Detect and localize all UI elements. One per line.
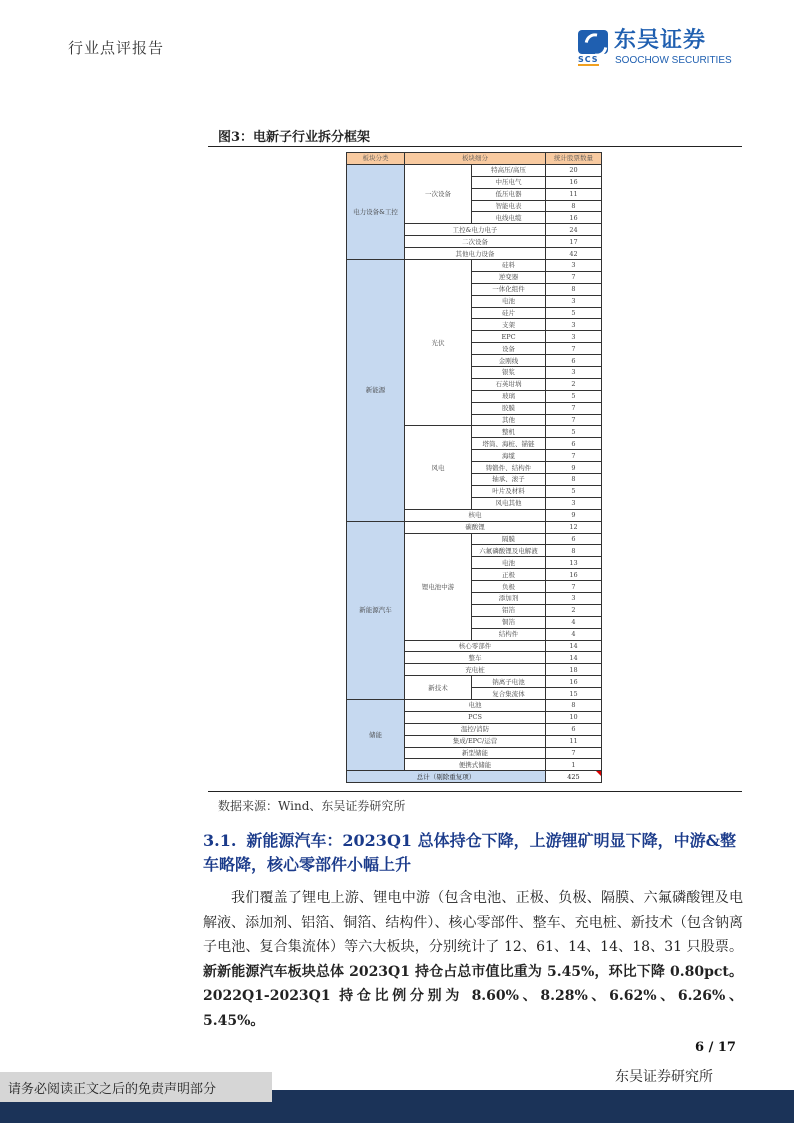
row-count: 8	[546, 699, 602, 711]
row-count: 10	[546, 711, 602, 723]
row-count: 11	[546, 188, 602, 200]
row-count: 7	[546, 581, 602, 593]
footer-org: 东吴证券研究所	[615, 1069, 713, 1085]
company-logo	[578, 28, 738, 68]
row-count: 7	[546, 414, 602, 426]
table-row	[347, 521, 602, 533]
row-label: 风电其他	[472, 497, 546, 509]
row-label: 轴承、滚子	[472, 474, 546, 486]
disclaimer-note: 请务必阅读正文之后的免责声明部分	[0, 1072, 272, 1102]
figure-title: 图3：电新子行业拆分框架	[218, 130, 371, 145]
row-count: 6	[546, 438, 602, 450]
row-label: 铝箔	[472, 604, 546, 616]
category-cell: 储能	[347, 699, 405, 770]
row-label: 特高压/高压	[472, 164, 546, 176]
logo-en: SOOCHOW SECURITIES	[615, 55, 732, 66]
row-label: 其他电力设备	[405, 248, 546, 260]
row-label: 添加剂	[472, 592, 546, 604]
row-count: 3	[546, 592, 602, 604]
row-label: 铸锻件、结构件	[472, 462, 546, 474]
row-count: 11	[546, 735, 602, 747]
row-count: 8	[546, 474, 602, 486]
row-label: 电池	[472, 295, 546, 307]
row-count: 5	[546, 307, 602, 319]
row-label: 支架	[472, 319, 546, 331]
row-label: 硅料	[472, 260, 546, 272]
table-row	[347, 164, 602, 176]
logo-mark-icon	[578, 30, 608, 54]
row-count: 5	[546, 426, 602, 438]
row-label: 核心零部件	[405, 640, 546, 652]
paragraph-text: 我们覆盖了锂电上游、锂电中游（包含电池、正极、负极、隔膜、六氟磷酸锂及电解液、添加剂、铝箔、铜箔、结构件）、核心零部件、整车、充电桩、新技术（包含钠离子电池、复合集流体）等六大板块，分别统计了 12、61、14、14、18、31 只股票。	[203, 890, 743, 955]
row-count: 6	[546, 533, 602, 545]
row-count: 2	[546, 604, 602, 616]
section-number: 3.1.	[203, 831, 237, 850]
row-label: 硅片	[472, 307, 546, 319]
row-label: 胶膜	[472, 402, 546, 414]
section-paragraph	[203, 886, 743, 1033]
row-label: 隔膜	[472, 533, 546, 545]
row-count: 24	[546, 224, 602, 236]
row-label: 银浆	[472, 367, 546, 379]
logo-cn: 东吴证券	[614, 28, 707, 53]
row-label: 智能电表	[472, 200, 546, 212]
row-count: 2	[546, 378, 602, 390]
row-count: 7	[546, 450, 602, 462]
group-cell: 风电	[405, 426, 472, 509]
row-count: 42	[546, 248, 602, 260]
row-count: 7	[546, 747, 602, 759]
row-count: 3	[546, 367, 602, 379]
header-subcategory: 板块细分	[405, 153, 546, 165]
category-cell: 新能源	[347, 260, 405, 522]
group-cell: 锂电池中游	[405, 533, 472, 640]
row-label: PCS	[405, 711, 546, 723]
industry-framework-table	[346, 152, 602, 783]
row-count: 15	[546, 688, 602, 700]
row-count: 13	[546, 557, 602, 569]
category-cell: 新能源汽车	[347, 521, 405, 699]
row-label: 碳酸锂	[405, 521, 546, 533]
row-label: 石英坩埚	[472, 378, 546, 390]
row-label: 正极	[472, 569, 546, 581]
row-label: 集成/EPC/运营	[405, 735, 546, 747]
page-number: 6 / 17	[695, 1040, 736, 1055]
row-count: 9	[546, 509, 602, 521]
figure-source: 数据来源：Wind、东吴证券研究所	[218, 799, 406, 813]
group-cell: 一次设备	[405, 164, 472, 223]
row-label: 新型储能	[405, 747, 546, 759]
row-label: 中压电气	[472, 176, 546, 188]
header-category: 板块分类	[347, 153, 405, 165]
row-count: 17	[546, 236, 602, 248]
row-label: 电线电缆	[472, 212, 546, 224]
row-count: 4	[546, 628, 602, 640]
table-header-row	[347, 153, 602, 165]
row-count: 4	[546, 616, 602, 628]
row-count: 3	[546, 331, 602, 343]
header-count: 统计股票数量	[546, 153, 602, 165]
row-label: 结构件	[472, 628, 546, 640]
row-count: 5	[546, 485, 602, 497]
row-label: 整车	[405, 652, 546, 664]
row-count: 5	[546, 390, 602, 402]
row-count: 6	[546, 355, 602, 367]
row-count: 7	[546, 343, 602, 355]
group-cell: 新技术	[405, 676, 472, 700]
row-label: 核电	[405, 509, 546, 521]
row-label: 海缆	[472, 450, 546, 462]
row-count: 7	[546, 271, 602, 283]
row-count: 8	[546, 283, 602, 295]
table-row	[347, 699, 602, 711]
table-row	[347, 260, 602, 272]
total-label: 总计（剔除重复项）	[347, 771, 546, 783]
total-count: 425	[546, 771, 602, 783]
row-count: 16	[546, 676, 602, 688]
row-count: 7	[546, 402, 602, 414]
row-label: 其他	[472, 414, 546, 426]
row-label: 设备	[472, 343, 546, 355]
row-label: EPC	[472, 331, 546, 343]
paragraph-highlight: 新新能源汽车板块总体 2023Q1 持仓占总市值比重为 5.45%，环比下降 0.80pct。2022Q1-2023Q1 持仓比例分别为 8.60%、8.28%、6.62%、6.26%、5.45%。	[203, 963, 743, 1029]
row-label: 金刚线	[472, 355, 546, 367]
row-count: 1	[546, 759, 602, 771]
row-count: 3	[546, 260, 602, 272]
row-label: 塔筒、海桩、锚链	[472, 438, 546, 450]
row-label: 工控&电力电子	[405, 224, 546, 236]
logo-scs: SCS	[578, 55, 599, 64]
row-count: 3	[546, 319, 602, 331]
section-heading	[203, 829, 743, 877]
row-label: 六氟磷酸锂及电解液	[472, 545, 546, 557]
row-count: 14	[546, 640, 602, 652]
section-title: 新能源汽车：2023Q1 总体持仓下降，上游锂矿明显下降，中游&整车略降，核心零部件小幅上升	[203, 831, 737, 874]
row-label: 二次设备	[405, 236, 546, 248]
row-label: 叶片及材料	[472, 485, 546, 497]
row-count: 6	[546, 723, 602, 735]
row-count: 8	[546, 545, 602, 557]
row-label: 温控/消防	[405, 723, 546, 735]
row-count: 3	[546, 497, 602, 509]
row-label: 一体化组件	[472, 283, 546, 295]
row-label: 铜箔	[472, 616, 546, 628]
group-cell: 光伏	[405, 260, 472, 426]
row-count: 8	[546, 200, 602, 212]
row-label: 逆变器	[472, 271, 546, 283]
row-count: 3	[546, 295, 602, 307]
row-label: 复合集流体	[472, 688, 546, 700]
row-label: 充电桩	[405, 664, 546, 676]
row-count: 16	[546, 212, 602, 224]
row-label: 便携式储能	[405, 759, 546, 771]
report-type: 行业点评报告	[68, 39, 165, 57]
row-label: 钠离子电池	[472, 676, 546, 688]
row-count: 20	[546, 164, 602, 176]
total-row	[347, 771, 602, 783]
row-label: 低压电器	[472, 188, 546, 200]
row-label: 负极	[472, 581, 546, 593]
figure-bottom-rule	[208, 791, 742, 792]
category-cell: 电力设备&工控	[347, 164, 405, 259]
figure-top-rule	[208, 146, 742, 147]
row-count: 16	[546, 569, 602, 581]
row-label: 电池	[405, 699, 546, 711]
row-count: 9	[546, 462, 602, 474]
row-count: 16	[546, 176, 602, 188]
row-label: 整机	[472, 426, 546, 438]
row-count: 18	[546, 664, 602, 676]
row-count: 14	[546, 652, 602, 664]
row-label: 电池	[472, 557, 546, 569]
row-count: 12	[546, 521, 602, 533]
row-label: 玻璃	[472, 390, 546, 402]
